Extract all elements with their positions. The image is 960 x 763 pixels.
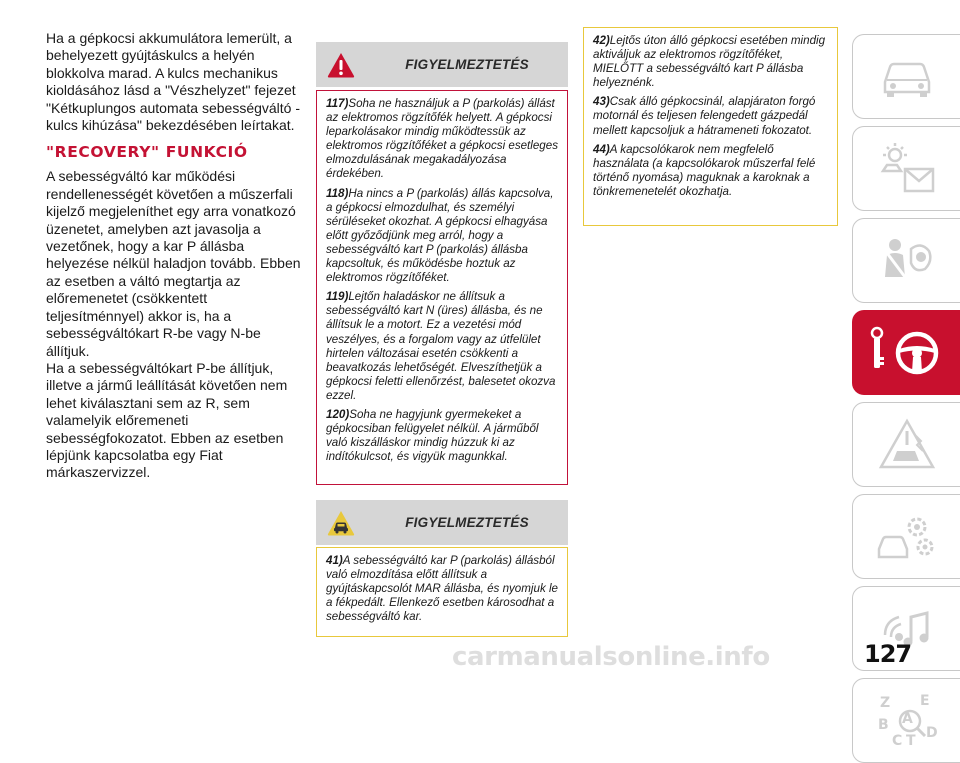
alphabetical-index-icon (872, 691, 942, 751)
car-damage-icon (316, 500, 366, 545)
tab-starting-driving[interactable] (852, 310, 960, 395)
left-column (46, 30, 304, 482)
warning-box-2 (316, 547, 568, 637)
intro-paragraph: Ha a gépkocsi akkumulátora lemerült, a behelyezett gyújtáskulcs a helyén blokkolva marad. A kulcs mechanikus kioldásához lásd a "Vészhelyzet" fejezet "Kétkuplungos automata sebességváltó - kulcs kihúzása" bekezdésében leírtakat. (46, 30, 301, 134)
svg-text:D: D (925, 724, 938, 741)
svg-text:B: B (877, 716, 889, 733)
warning-box-3 (583, 27, 838, 226)
page-number: 127 (864, 640, 912, 668)
tab-emergency[interactable] (852, 402, 960, 487)
warning-item: 118)Ha nincs a P (parkolás) állás kapcsolva, a gépkocsi elmozdulhat, és személyi sérüléseket okozhat. A gépkocsi elhagyása előtt győződjünk meg arról, hogy a sebességváltó kart P (parkolás) állásba kapcsoltuk, és működésbe hoztuk az elektromos rögzítőféket. (326, 186, 554, 285)
key-steering-wheel-icon (867, 325, 947, 381)
car-dashboard-icon (877, 52, 937, 102)
svg-text:T: T (905, 732, 916, 749)
svg-text:Z: Z (879, 694, 890, 711)
recovery-section-heading: "RECOVERY" FUNKCIÓ (46, 143, 248, 162)
svg-text:A: A (901, 710, 913, 727)
watermark: carmanualsonline.info (452, 642, 770, 672)
recovery-paragraph-1: A sebességváltó kar működési rendellenességét követően a műszerfali kijelző megjeleníthet egy arra vonatkozó üzenetet, amelyben azt javasolja a vezetőnek, hogy a kar P állásba helyezése nélkül haladjon tovább. Ebben az esetben a váltó megtartja az előremenetet (csökkentett teljesítménnyel) akkor is, ha a sebességváltókart R-be vagy N-be állítjuk. (46, 168, 301, 359)
tab-index[interactable] (852, 678, 960, 763)
warning-item: 41)A sebességváltó kar P (parkolás) állásból való elmozdítása előtt állítsuk a gyújtáskapcsolót MAR állásba, és nyomjuk le a fékpedált. Ellenkező esetben károsodhat a sebességváltó kar. (326, 554, 558, 624)
safety-seatbelt-airbag-icon (875, 233, 939, 289)
warning-item: 42)Lejtős úton álló gépkocsi esetében mindig aktiváljuk az elektromos rögzítőféket, MIELŐTT a sebességváltó kart P állásba helyeznénk. (593, 34, 826, 90)
warning-header-2 (316, 500, 568, 545)
svg-text:E: E (919, 692, 930, 709)
warning-triangle-car-icon (875, 417, 939, 473)
warning-item: 119)Lejtőn haladáskor ne állítsuk a sebességváltó kart N (üres) állásba, és ne állítsuk le a motort. Ez a vezetési mód veszélyes, és a forgalom vagy az útfelület hirtelen változásai esetén csökkenti a beavatkozás lehetőségét. Elveszíthetjük a gépkocsi feletti ellenőrzést, balesetet okozva ezzel. (326, 290, 556, 402)
warning-item: 117)Soha ne használjuk a P (parkolás) állást az elektromos rögzítőfék helyett. A gépkocsi leparkolásakor mindig működtessük az elektromos rögzítőféket a gépkocsi esetleges elmozdulásának megakadályozása érdekében. (326, 97, 558, 181)
tab-service-maintenance[interactable] (852, 494, 960, 579)
svg-text:C: C (891, 732, 902, 749)
warning-title-2: FIGYELMEZTETÉS (405, 515, 529, 530)
car-service-gears-icon (875, 509, 939, 565)
warning-item: 43)Csak álló gépkocsinál, alapjáraton forgó motornál és teljesen felengedett gázpedál mellett kapcsoljuk a hátrameneti fokozatot. (593, 95, 816, 137)
warning-header-1 (316, 42, 568, 87)
warning-title-1: FIGYELMEZTETÉS (405, 57, 529, 72)
lights-warning-icon (875, 141, 939, 197)
warning-triangle-icon (316, 42, 366, 87)
warning-item: 120)Soha ne hagyjunk gyermekeket a gépkocsiban felügyelet nélkül. A járműből való kiszálláskor mindig húzzuk ki az indítókulcsot, és vigyük magunkkal. (326, 407, 539, 464)
tab-safety[interactable] (852, 218, 960, 303)
warning-item: 44)A kapcsolókarok nem megfelelő használata (a kapcsolókarok műszerfal felé történő nyomása) maguknak a karoknak a tönkremenetelét okozhatja. (593, 142, 816, 198)
recovery-paragraph-2: Ha a sebességváltókart P-be állítjuk, illetve a jármű leállítását követően nem lehet kiválasztani sem az R, sem valamelyik előremeneti sebességfokozatot. Ebben az esetben lépjünk kapcsolatba egy Fiat márkaszervizzel. (46, 359, 288, 481)
tab-car-dashboard[interactable] (852, 34, 960, 119)
warning-box-1 (316, 90, 568, 485)
tab-lights-warnings[interactable] (852, 126, 960, 211)
